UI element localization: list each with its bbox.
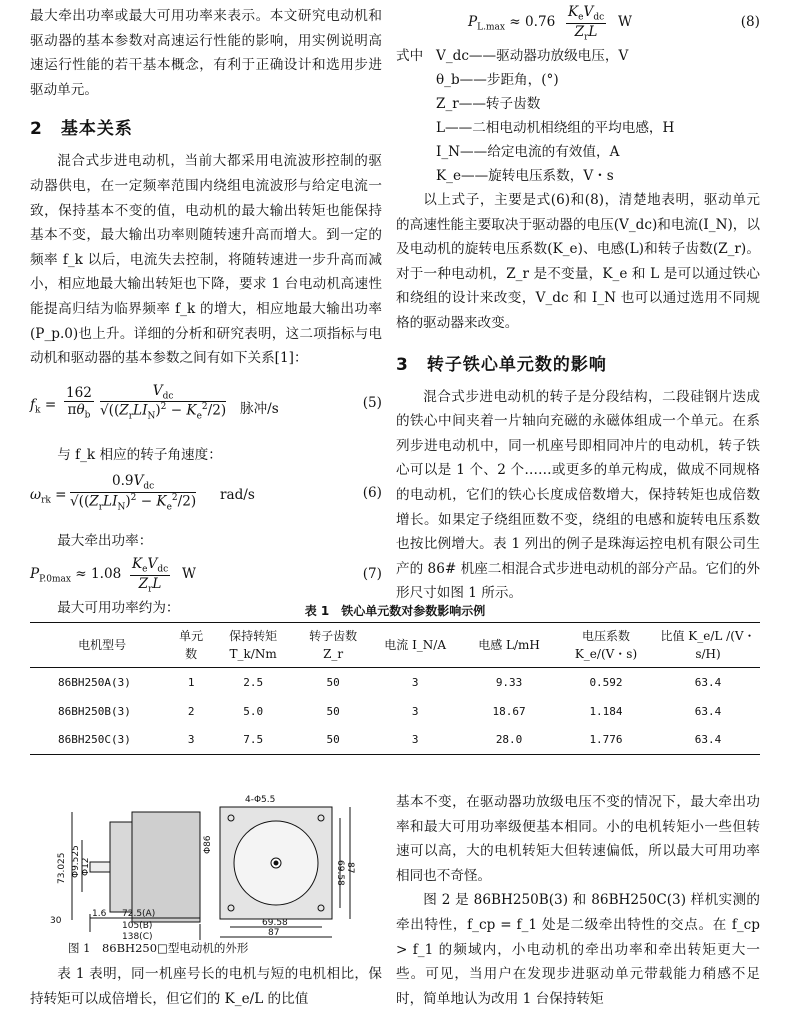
section-3-heading: 3 转子铁心单元数的影响 xyxy=(396,354,607,375)
equation-5: $f_k$ = 162 $\pi\theta_b$ $V_{dc}$ $√((Z_rLI_N)^2 - K_e^2/2)$ 脉冲/s (5) xyxy=(30,382,382,422)
dim-h1: 73.025 xyxy=(57,852,67,884)
equation-6: $\omega_{rk}$ = $0.9V_{dc}$ $√((Z_rLI_N)^2 - K_e^2/2)$ rad/s (6) xyxy=(30,473,382,513)
dim-h2: Φ9.525 xyxy=(71,845,81,878)
variable-definitions: 式中 V_dc——驱动器功放级电压，V θ_b——步距角，(°) Z_r——转子齿数 L——二相电动机相绕组的平均电感，H I_N——给定电流的有效值，A K_e——旋转电压系数，V・s xyxy=(396,44,760,188)
equation-7: $P_{P.0max} \approx 1.08$ $K_eV_{dc}$ $Z_rL$ W (7) xyxy=(30,555,382,595)
col-header-teeth: 转子齿数 Z_r xyxy=(298,623,368,668)
var-ke: K_e——旋转电压系数，V・s xyxy=(436,168,614,184)
col-header-units: 单元数 xyxy=(174,623,208,668)
var-theta: θ_b——步距角，(°) xyxy=(436,72,559,88)
section-2-heading: 2 基本关系 xyxy=(30,119,133,140)
table-caption: 表 1 铁心单元数对参数影响示例 xyxy=(304,604,486,618)
table-row: 86BH250B(3) 2 5.0 50 3 18.67 1.184 63.4 xyxy=(58,704,722,718)
dim-d2: 87 xyxy=(345,862,355,874)
bottom-left-text: 表 1 表明，同一机座号长的电机与短的电机相比，保持转矩可以成倍增长，但它们的 K_e/L 的比值 xyxy=(30,966,382,1007)
table-row: 86BH250C(3) 3 7.5 50 3 28.0 1.776 63.4 xyxy=(30,726,760,755)
bottom-right-text: 基本不变，在驱动器功放级电压不变的情况下，最大牵出功率和最大可用功率级便基本相同。小的电机转矩小一些但转速可以高，大的电机转矩大但转速偏低，所以最大可用功率相同也不奇怪。 图 2 是 86BH250B(3) 和 86BH250C(3) 样机实测的牵出特性，f_cp = f_1 处是二级牵出特性的交点。在 f_cp > f_1 的频域内，小电动机的牵出功率和牵出转矩更大一些。可见，当用户在发现步进驱动单元带载能力稍感不足时，简单地认为改用 1 台保持转矩 xyxy=(396,794,760,1007)
rotor-units-paragraph: 混合式步进电动机的转子是分段结构，二段硅钢片迭成的铁心中间夹着一片轴向充磁的永磁体组成一个单元。在系列步进电动机中，同一机座号即相同冲片的电动机，转子铁心可以是 1 个、2 个……或更多的单元构成，做成不同规格的电动机，它们的铁心长度成倍数增大，保持转矩也成倍数增长。如果定子绕组匝数不变，绕组的电感和旋转电压系数也按比例增大。表 1 列出的例子是珠海运控电机有限公司生产的 86# 机座二相混合式步进电动机的部分产品。它们的外形尺寸如图 1 所示。 xyxy=(396,388,760,602)
dim-l4: 105(B) xyxy=(122,921,153,931)
col-header-voltage-coef: 电压系数 K_e/(V・s) xyxy=(556,623,656,668)
dim-l3: 72.5(A) xyxy=(122,909,156,919)
dim-l2: 1.6 xyxy=(92,909,107,919)
basic-relations-paragraph: 混合式步进电动机，当前大都采用电流波形控制的驱动器供电，在一定频率范围内绕组电流波形与给定电流一致，保持基本不变的值，电动机的最大输出转矩也能保持基本不变，最大输出功率则随转速升高而增大。到一定的频率 f_k 以后，电流失去控制，将随转速进一步升高而减小，相应地最大输出转矩也下降，要求 1 台电动机高速性能提高归结为临界频率 f_k 的增大，相应地最大输出功率(P_p.0)也上升。详细的分析和研究表明，这二项指标与电动机和驱动器的基本参数之间有如下关系[1]： xyxy=(30,153,382,367)
col-header-model: 电机型号 xyxy=(30,623,174,668)
figure-caption: 图 1 86BH250□型电动机的外形 xyxy=(68,941,249,955)
dim-diameter: Φ86 xyxy=(203,835,213,854)
left-column xyxy=(30,4,382,621)
dim-h3: Φ12 xyxy=(81,857,91,876)
var-zr: Z_r——转子齿数 xyxy=(436,96,541,112)
table-row: 86BH250A(3) 1 2.5 50 3 9.33 0.592 63.4 xyxy=(58,675,722,689)
max-available-label: 最大可用功率约为： xyxy=(57,599,180,616)
parameter-table xyxy=(30,622,760,755)
right-column xyxy=(396,4,760,606)
motor-outline-figure xyxy=(50,792,370,942)
conclusion-paragraph: 以上式子，主要是式(6)和(8)，清楚地表明，驱动单元的高速性能主要取决于驱动器的电压(V_dc)和电流(I_N)，以及电动机的旋转电压系数(K_e)、电感(L)和转子齿数(Z_r)。对于一种电动机，Z_r 是不变量，K_e 和 L 是可以通过铁心和绕组的设计来改变，V_dc 和 I_N 也可以通过选用不同规格的驱动器来改变。 xyxy=(396,192,760,331)
max-output-label: 最大牵出功率： xyxy=(57,533,153,550)
rotor-speed-text: 与 f_k 相应的转子角速度： xyxy=(57,446,222,463)
var-l: L——二相电动机相绕组的平均电感，H xyxy=(436,120,675,136)
dim-l5: 138(C) xyxy=(122,932,153,942)
col-header-current: 电流 I_N/A xyxy=(368,623,462,668)
dim-holes: 4-Φ5.5 xyxy=(245,795,276,805)
var-in: I_N——给定电流的有效值，A xyxy=(436,144,620,160)
dim-d1: 69.58 xyxy=(335,860,345,886)
col-header-torque: 保持转矩 T_k/Nm xyxy=(208,623,298,668)
col-header-inductance: 电感 L/mH xyxy=(462,623,556,668)
dim-w1: 69.58 xyxy=(262,918,288,928)
intro-paragraph: 最大牵出功率或最大可用功率来表示。本文研究电动机和驱动器的基本参数对高速运行性能的影响，用实例说明高速运行性能的若干基本概念，有利于正确设计和选用步进驱动单元。 xyxy=(30,8,382,98)
dim-l1: 30 xyxy=(50,916,62,926)
equation-8: $P_{L.max} \approx 0.76$ $K_eV_{dc}$ $Z_rL$ W (8) xyxy=(468,4,760,43)
col-header-ratio: 比值 K_e/L /(V・s/H) xyxy=(656,623,760,668)
dim-w2: 87 xyxy=(268,928,280,938)
var-vdc: V_dc——驱动器功放级电压，V xyxy=(436,48,629,64)
